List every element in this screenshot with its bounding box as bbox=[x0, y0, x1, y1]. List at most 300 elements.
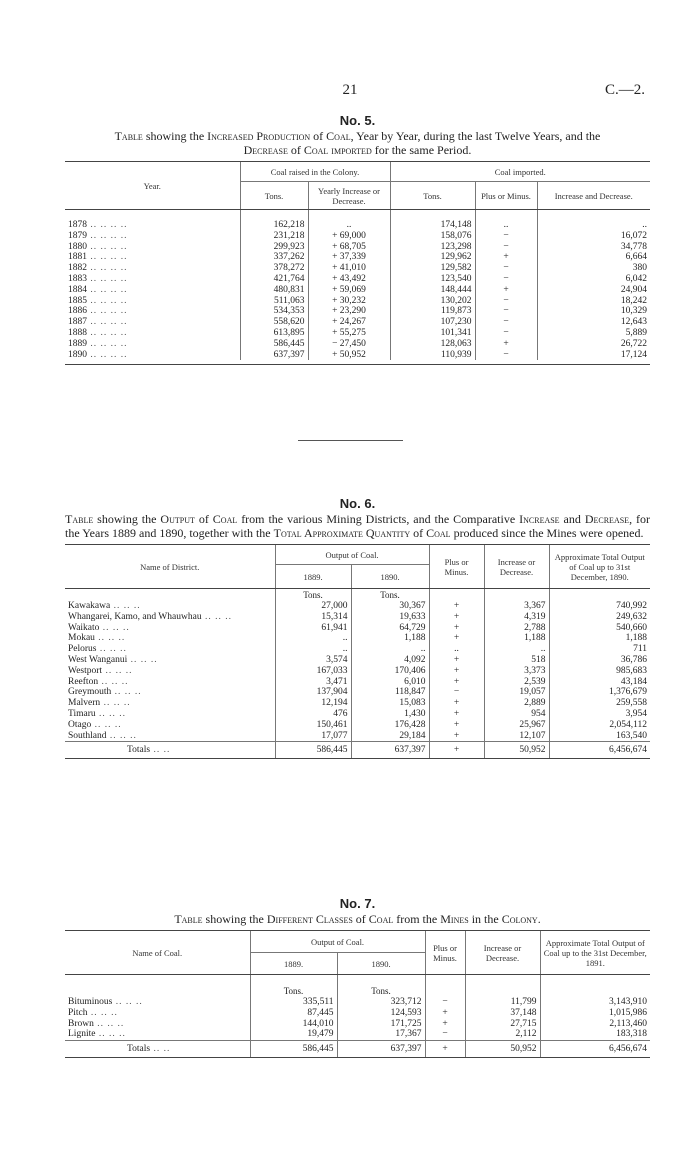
totals-label: Totals bbox=[127, 1044, 151, 1055]
caption-segment: Coal imported bbox=[303, 143, 372, 157]
row-label: Kawakawa bbox=[68, 601, 111, 611]
unit-1889: Tons. bbox=[250, 985, 337, 997]
total-output-cell: 1,188 bbox=[549, 633, 650, 644]
header-total-output: Approximate Total Output of Coal up to the 31st December, 1891. bbox=[540, 931, 650, 975]
name-cell bbox=[65, 633, 275, 644]
plus-minus-cell: − bbox=[475, 263, 537, 274]
output-1890-cell: 1,188 bbox=[351, 633, 429, 644]
table-6 bbox=[65, 544, 650, 759]
output-1889-cell: 137,904 bbox=[275, 687, 351, 698]
plus-minus-cell: − bbox=[475, 231, 537, 242]
output-1889-cell: .. bbox=[275, 633, 351, 644]
total-output-cell: 249,632 bbox=[549, 612, 650, 623]
leader-dots: .. .. .. bbox=[93, 1018, 125, 1029]
leader-dots: .. .. .. bbox=[94, 633, 126, 644]
plus-minus-cell: − bbox=[475, 350, 537, 361]
total-output-cell: 1,376,679 bbox=[549, 687, 650, 698]
row-label: Pelorus bbox=[68, 644, 97, 655]
output-1889-cell: 27,000 bbox=[275, 601, 351, 612]
year-cell bbox=[65, 328, 240, 339]
name-cell bbox=[65, 731, 275, 742]
total-output-cell: 540,660 bbox=[549, 623, 650, 634]
caption-segment: Table bbox=[114, 129, 143, 143]
output-1890-cell: 171,725 bbox=[337, 1019, 425, 1030]
year-cell bbox=[65, 285, 240, 296]
page-number: 21 bbox=[342, 82, 358, 98]
plus-minus-cell: + bbox=[429, 633, 484, 644]
table-row bbox=[65, 328, 650, 339]
row-label: Pitch bbox=[68, 1007, 88, 1018]
table-row bbox=[65, 317, 650, 328]
increase-decrease-cell: 2,889 bbox=[484, 698, 549, 709]
plus-minus-cell: − bbox=[475, 306, 537, 317]
name-cell bbox=[65, 1029, 250, 1040]
output-1889-cell: 150,461 bbox=[275, 720, 351, 731]
row-label: Westport bbox=[68, 665, 103, 676]
tons-cell: 613,895 bbox=[240, 328, 308, 339]
leader-dots: .. .. .. bbox=[106, 730, 137, 741]
name-cell bbox=[65, 1019, 250, 1030]
leader-dots: .. .. .. bbox=[99, 622, 130, 633]
row-label: Reefton bbox=[68, 676, 99, 687]
caption-segment: Table bbox=[65, 512, 94, 526]
caption-segment: of bbox=[410, 526, 427, 540]
increase-decrease-cell: 2,788 bbox=[484, 623, 549, 634]
increase-decrease-cell: 1,188 bbox=[484, 633, 549, 644]
increase-decrease-cell: 5,889 bbox=[537, 328, 650, 339]
table-row bbox=[65, 263, 650, 274]
year-cell bbox=[65, 339, 240, 350]
totals-row bbox=[65, 742, 650, 759]
table-row bbox=[65, 644, 650, 655]
table-row bbox=[65, 687, 650, 698]
plus-minus-cell: + bbox=[425, 1008, 465, 1019]
name-cell bbox=[65, 720, 275, 731]
output-1889-cell: 144,010 bbox=[250, 1019, 337, 1030]
table-row bbox=[65, 306, 650, 317]
output-1889-cell: 87,445 bbox=[250, 1008, 337, 1019]
table-5-number: No. 5. bbox=[339, 113, 376, 128]
caption-segment: of bbox=[310, 129, 327, 143]
plus-minus-cell: + bbox=[425, 1019, 465, 1030]
leader-dots: .. .. .. .. bbox=[87, 230, 128, 241]
total-output-cell: 3,143,910 bbox=[540, 997, 650, 1008]
plus-minus-cell: + bbox=[429, 623, 484, 634]
name-cell bbox=[65, 709, 275, 720]
table-row bbox=[65, 677, 650, 688]
year-cell bbox=[65, 317, 240, 328]
year-label: 1880 bbox=[68, 241, 87, 252]
name-cell bbox=[65, 698, 275, 709]
caption-segment: Coal bbox=[212, 512, 238, 526]
header-output: Output of Coal. bbox=[250, 931, 425, 953]
output-1890-cell: 118,847 bbox=[351, 687, 429, 698]
caption-segment: Mines bbox=[440, 912, 469, 926]
plus-minus-cell: + bbox=[425, 1041, 465, 1058]
output-1890-cell: .. bbox=[351, 644, 429, 655]
header-1890: 1890. bbox=[337, 953, 425, 975]
name-cell bbox=[65, 997, 250, 1008]
header-coal-imported: Coal imported. bbox=[390, 162, 650, 182]
table-6-caption bbox=[65, 512, 650, 540]
total-output-cell: 1,015,986 bbox=[540, 1008, 650, 1019]
name-cell bbox=[65, 742, 275, 759]
caption-segment: Coal bbox=[368, 912, 394, 926]
table-row bbox=[65, 220, 650, 231]
increase-decrease-cell: 6,042 bbox=[537, 274, 650, 285]
plus-minus-cell: − bbox=[475, 274, 537, 285]
caption-segment: of bbox=[287, 143, 304, 157]
increase-decrease-cell: 12,107 bbox=[484, 731, 549, 742]
row-label: Greymouth bbox=[68, 687, 112, 698]
increase-decrease-cell: 16,072 bbox=[537, 231, 650, 242]
header-1889: 1889. bbox=[250, 953, 337, 975]
yearly-change-cell: + 55,275 bbox=[308, 328, 390, 339]
increase-decrease-cell: 18,242 bbox=[537, 296, 650, 307]
total-output-cell: 36,786 bbox=[549, 655, 650, 666]
tons-cell: 162,218 bbox=[240, 220, 308, 231]
plus-minus-cell: + bbox=[429, 677, 484, 688]
leader-dots: .. .. .. .. bbox=[87, 241, 128, 252]
tons-cell: 378,272 bbox=[240, 263, 308, 274]
row-label: Otago bbox=[68, 719, 92, 730]
tons-cell: 337,262 bbox=[240, 252, 308, 263]
name-cell bbox=[65, 677, 275, 688]
year-cell bbox=[65, 296, 240, 307]
header-coal-raised: Coal raised in the Colony. bbox=[240, 162, 390, 182]
yearly-change-cell: + 50,952 bbox=[308, 350, 390, 361]
caption-segment: for the same Period. bbox=[371, 143, 472, 157]
output-1890-cell: 4,092 bbox=[351, 655, 429, 666]
total-output-cell: 6,456,674 bbox=[540, 1041, 650, 1058]
yearly-change-cell: .. bbox=[308, 220, 390, 231]
increase-decrease-cell: 518 bbox=[484, 655, 549, 666]
tons-cell: 231,218 bbox=[240, 231, 308, 242]
unit-1889: Tons. bbox=[275, 589, 351, 602]
table-6-section bbox=[65, 496, 650, 759]
year-label: 1885 bbox=[68, 295, 87, 306]
name-cell bbox=[65, 612, 275, 623]
tons-cell: 586,445 bbox=[240, 339, 308, 350]
totals-label: Totals bbox=[127, 745, 151, 756]
table-5-section bbox=[65, 113, 650, 365]
table-row bbox=[65, 633, 650, 644]
leader-dots: .. .. .. .. bbox=[87, 327, 128, 338]
output-1890-cell: 176,428 bbox=[351, 720, 429, 731]
caption-segment: Total Approximate Quantity bbox=[273, 526, 411, 540]
leader-dots: .. .. .. .. bbox=[87, 263, 128, 274]
total-output-cell: 3,954 bbox=[549, 709, 650, 720]
output-1889-cell: 586,445 bbox=[250, 1041, 337, 1058]
increase-decrease-cell: 50,952 bbox=[465, 1041, 540, 1058]
tons-cell: 480,831 bbox=[240, 285, 308, 296]
increase-decrease-cell: 17,124 bbox=[537, 350, 650, 361]
row-label: Mokau bbox=[68, 633, 95, 644]
caption-segment: Colony bbox=[501, 912, 538, 926]
imported-tons-cell: 101,341 bbox=[390, 328, 475, 339]
plus-minus-cell: − bbox=[425, 1029, 465, 1040]
section-divider bbox=[298, 440, 403, 441]
leader-dots: .. .. .. .. bbox=[87, 306, 128, 317]
caption-segment: Decrease bbox=[243, 143, 288, 157]
caption-segment: Different Classes bbox=[266, 912, 353, 926]
plus-minus-cell: − bbox=[475, 296, 537, 307]
header-plus-minus: Plus or Minus. bbox=[475, 182, 537, 210]
yearly-change-cell: + 30,232 bbox=[308, 296, 390, 307]
plus-minus-cell: + bbox=[429, 742, 484, 759]
increase-decrease-cell: 37,148 bbox=[465, 1008, 540, 1019]
table-row bbox=[65, 274, 650, 285]
name-cell bbox=[65, 655, 275, 666]
plus-minus-cell: .. bbox=[429, 644, 484, 655]
unit-1890: Tons. bbox=[351, 589, 429, 602]
year-cell bbox=[65, 252, 240, 263]
year-label: 1878 bbox=[68, 220, 87, 230]
total-output-cell: 6,456,674 bbox=[549, 742, 650, 759]
caption-segment: . bbox=[537, 912, 541, 926]
increase-decrease-cell: 27,715 bbox=[465, 1019, 540, 1030]
increase-decrease-cell: 4,319 bbox=[484, 612, 549, 623]
page-reference: C.—2. bbox=[604, 82, 645, 98]
output-1889-cell: 61,941 bbox=[275, 623, 351, 634]
increase-decrease-cell: .. bbox=[484, 644, 549, 655]
leader-dots: .. .. .. bbox=[87, 1007, 118, 1018]
increase-decrease-cell: 34,778 bbox=[537, 242, 650, 253]
plus-minus-cell: .. bbox=[475, 220, 537, 231]
output-1889-cell: 476 bbox=[275, 709, 351, 720]
table-row bbox=[65, 296, 650, 307]
year-label: 1889 bbox=[68, 338, 87, 349]
caption-segment: showing the bbox=[202, 912, 267, 926]
caption-segment: Output bbox=[160, 512, 195, 526]
header-coal-name: Name of Coal. bbox=[65, 931, 250, 975]
leader-dots: .. .. .. bbox=[95, 708, 127, 719]
leader-dots: .. .. .. .. bbox=[87, 338, 128, 349]
table-row bbox=[65, 997, 650, 1008]
header-tons: Tons. bbox=[240, 182, 308, 210]
leader-dots: .. .. .. bbox=[95, 1029, 126, 1040]
year-cell bbox=[65, 231, 240, 242]
year-label: 1879 bbox=[68, 230, 87, 241]
header-plus-minus: Plus or Minus. bbox=[425, 931, 465, 975]
output-1890-cell: 30,367 bbox=[351, 601, 429, 612]
table-5-caption bbox=[65, 129, 650, 157]
table-7-caption bbox=[65, 912, 650, 926]
yearly-change-cell: + 37,339 bbox=[308, 252, 390, 263]
increase-decrease-cell: 12,643 bbox=[537, 317, 650, 328]
table-row bbox=[65, 601, 650, 612]
plus-minus-cell: + bbox=[475, 339, 537, 350]
unit-1890: Tons. bbox=[337, 985, 425, 997]
table-row bbox=[65, 623, 650, 634]
plus-minus-cell: − bbox=[475, 317, 537, 328]
leader-dots: .. .. .. bbox=[201, 611, 232, 622]
year-cell bbox=[65, 242, 240, 253]
leader-dots: .. .. .. .. bbox=[87, 349, 128, 360]
imported-tons-cell: 119,873 bbox=[390, 306, 475, 317]
tons-cell: 637,397 bbox=[240, 350, 308, 361]
leader-dots: .. .. .. bbox=[127, 654, 158, 665]
row-label: Southland bbox=[68, 730, 107, 741]
increase-decrease-cell: 2,112 bbox=[465, 1029, 540, 1040]
table-row bbox=[65, 612, 650, 623]
plus-minus-cell: + bbox=[429, 666, 484, 677]
yearly-change-cell: − 27,450 bbox=[308, 339, 390, 350]
table-row bbox=[65, 1029, 650, 1040]
year-cell bbox=[65, 306, 240, 317]
leader-dots: .. .. .. bbox=[110, 601, 141, 611]
tons-cell: 534,353 bbox=[240, 306, 308, 317]
increase-decrease-cell: 11,799 bbox=[465, 997, 540, 1008]
imported-tons-cell: 107,230 bbox=[390, 317, 475, 328]
total-output-cell: 2,113,460 bbox=[540, 1019, 650, 1030]
caption-segment: Table bbox=[174, 912, 203, 926]
table-6-number: No. 6. bbox=[339, 496, 376, 511]
plus-minus-cell: + bbox=[475, 252, 537, 263]
name-cell bbox=[65, 644, 275, 655]
table-row bbox=[65, 709, 650, 720]
output-1890-cell: 637,397 bbox=[337, 1041, 425, 1058]
increase-decrease-cell: 2,539 bbox=[484, 677, 549, 688]
leader-dots: .. .. .. .. bbox=[87, 295, 128, 306]
plus-minus-cell: + bbox=[429, 698, 484, 709]
name-cell bbox=[65, 1041, 250, 1058]
increase-decrease-cell: .. bbox=[537, 220, 650, 231]
total-output-cell: 43,184 bbox=[549, 677, 650, 688]
imported-tons-cell: 123,298 bbox=[390, 242, 475, 253]
year-label: 1890 bbox=[68, 349, 87, 360]
leader-dots: .. .. bbox=[150, 745, 171, 756]
yearly-change-cell: + 43,492 bbox=[308, 274, 390, 285]
output-1889-cell: 3,574 bbox=[275, 655, 351, 666]
imported-tons-cell: 129,962 bbox=[390, 252, 475, 263]
increase-decrease-cell: 50,952 bbox=[484, 742, 549, 759]
totals-row bbox=[65, 1041, 650, 1058]
caption-segment: and bbox=[559, 512, 585, 526]
table-row bbox=[65, 731, 650, 742]
yearly-change-cell: + 41,010 bbox=[308, 263, 390, 274]
leader-dots: .. .. .. bbox=[112, 997, 143, 1007]
yearly-change-cell: + 23,290 bbox=[308, 306, 390, 317]
output-1889-cell: 586,445 bbox=[275, 742, 351, 759]
output-1889-cell: 17,077 bbox=[275, 731, 351, 742]
table-7-number: No. 7. bbox=[339, 896, 376, 911]
leader-dots: .. .. .. .. bbox=[87, 220, 128, 230]
table-row bbox=[65, 655, 650, 666]
tons-cell: 421,764 bbox=[240, 274, 308, 285]
plus-minus-cell: − bbox=[429, 687, 484, 698]
leader-dots: .. .. .. .. bbox=[87, 284, 128, 295]
name-cell bbox=[65, 687, 275, 698]
yearly-change-cell: + 24,267 bbox=[308, 317, 390, 328]
output-1890-cell: 64,729 bbox=[351, 623, 429, 634]
leader-dots: .. .. .. bbox=[100, 698, 131, 709]
plus-minus-cell: − bbox=[475, 242, 537, 253]
caption-segment: Coal bbox=[326, 129, 351, 143]
leader-dots: .. .. .. bbox=[111, 687, 142, 698]
table-row bbox=[65, 666, 650, 677]
output-1890-cell: 6,010 bbox=[351, 677, 429, 688]
imported-tons-cell: 158,076 bbox=[390, 231, 475, 242]
output-1890-cell: 17,367 bbox=[337, 1029, 425, 1040]
output-1890-cell: 19,633 bbox=[351, 612, 429, 623]
header-output: Output of Coal. bbox=[275, 545, 429, 565]
caption-segment: Increased Production bbox=[207, 129, 311, 143]
table-row bbox=[65, 720, 650, 731]
tons-cell: 299,923 bbox=[240, 242, 308, 253]
caption-segment: showing the bbox=[142, 129, 208, 143]
plus-minus-cell: + bbox=[429, 612, 484, 623]
output-1889-cell: 167,033 bbox=[275, 666, 351, 677]
plus-minus-cell: + bbox=[429, 601, 484, 612]
header-increase-decrease: Increase or Decrease. bbox=[465, 931, 540, 975]
leader-dots: .. .. bbox=[150, 1044, 171, 1055]
caption-segment: , Year by Year, during the last Twelve Years, and the bbox=[350, 129, 601, 143]
caption-segment: produced since the Mines were opened. bbox=[450, 526, 644, 540]
output-1889-cell: 15,314 bbox=[275, 612, 351, 623]
row-label: Waikato bbox=[68, 622, 100, 633]
name-cell bbox=[65, 666, 275, 677]
header-total-output: Approximate Total Output of Coal up to 31st December, 1890. bbox=[549, 545, 650, 589]
output-1889-cell: 12,194 bbox=[275, 698, 351, 709]
table-7-section bbox=[65, 896, 650, 1058]
output-1890-cell: 637,397 bbox=[351, 742, 429, 759]
table-row bbox=[65, 1019, 650, 1030]
total-output-cell: 183,318 bbox=[540, 1029, 650, 1040]
name-cell bbox=[65, 1008, 250, 1019]
yearly-change-cell: + 68,705 bbox=[308, 242, 390, 253]
leader-dots: .. .. .. bbox=[91, 719, 122, 730]
total-output-cell: 740,992 bbox=[549, 601, 650, 612]
row-label: Bituminous bbox=[68, 997, 113, 1007]
row-label: Timaru bbox=[68, 708, 96, 719]
yearly-change-cell: + 69,000 bbox=[308, 231, 390, 242]
row-label: West Wanganui bbox=[68, 654, 128, 665]
header-tons-imported: Tons. bbox=[390, 182, 475, 210]
row-label: Lignite bbox=[68, 1029, 96, 1040]
imported-tons-cell: 123,540 bbox=[390, 274, 475, 285]
output-1889-cell: 19,479 bbox=[250, 1029, 337, 1040]
imported-tons-cell: 128,063 bbox=[390, 339, 475, 350]
table-row bbox=[65, 242, 650, 253]
increase-decrease-cell: 954 bbox=[484, 709, 549, 720]
imported-tons-cell: 174,148 bbox=[390, 220, 475, 231]
table-row bbox=[65, 350, 650, 361]
plus-minus-cell: − bbox=[475, 328, 537, 339]
year-cell bbox=[65, 350, 240, 361]
year-label: 1884 bbox=[68, 284, 87, 295]
total-output-cell: 2,054,112 bbox=[549, 720, 650, 731]
leader-dots: .. .. .. bbox=[98, 676, 129, 687]
caption-segment: , for the Years 1889 and 1890, together with the bbox=[65, 512, 651, 540]
header-1889: 1889. bbox=[275, 565, 351, 589]
year-label: 1881 bbox=[68, 252, 87, 263]
header-yearly-change: Yearly Increase or Decrease. bbox=[308, 182, 390, 210]
imported-tons-cell: 110,939 bbox=[390, 350, 475, 361]
table-row bbox=[65, 339, 650, 350]
increase-decrease-cell: 380 bbox=[537, 263, 650, 274]
header-district: Name of District. bbox=[65, 545, 275, 589]
year-label: 1883 bbox=[68, 273, 87, 284]
leader-dots: .. .. .. bbox=[102, 665, 133, 676]
plus-minus-cell: + bbox=[429, 709, 484, 720]
plus-minus-cell: + bbox=[475, 285, 537, 296]
output-1890-cell: 1,430 bbox=[351, 709, 429, 720]
leader-dots: .. .. .. .. bbox=[87, 273, 128, 284]
year-cell bbox=[65, 263, 240, 274]
imported-tons-cell: 148,444 bbox=[390, 285, 475, 296]
output-1890-cell: 15,083 bbox=[351, 698, 429, 709]
